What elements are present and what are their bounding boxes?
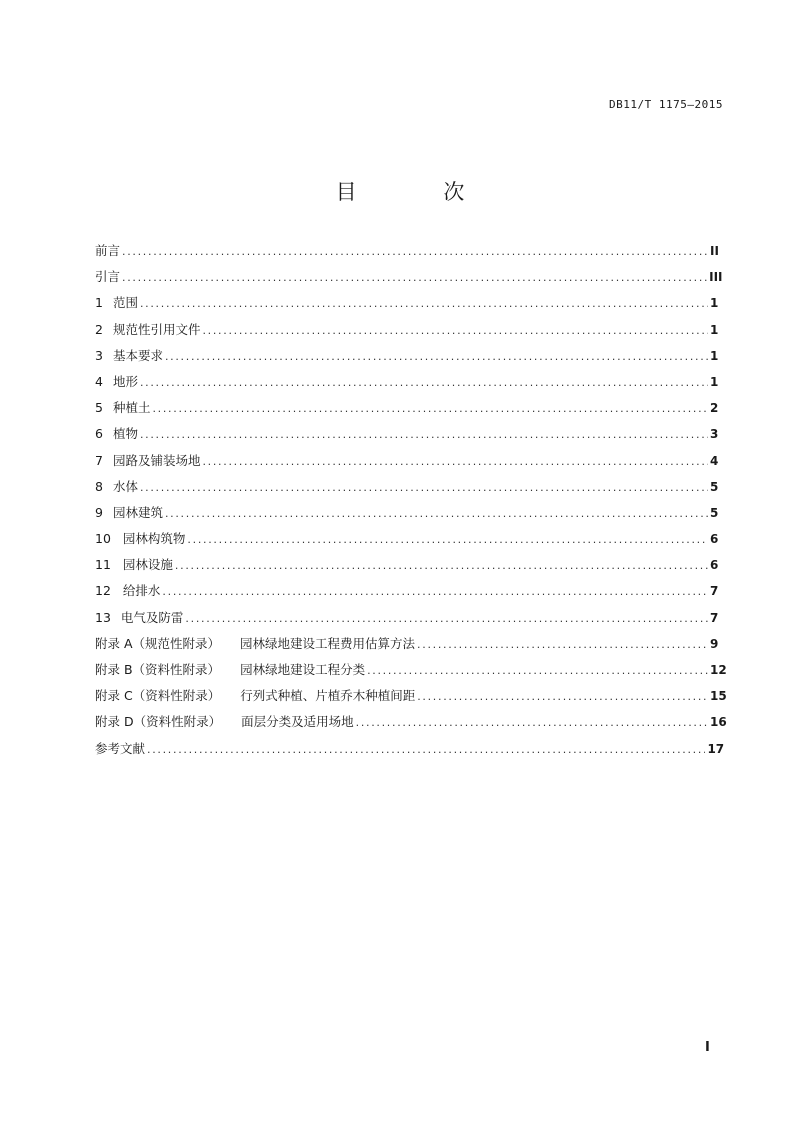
toc-entry-label: 种植土 bbox=[112, 400, 151, 416]
toc-entry-4[interactable] bbox=[95, 369, 718, 395]
toc-entry-label: 植物 bbox=[112, 426, 138, 442]
toc-entry-page: 5 bbox=[710, 479, 719, 494]
toc-entry-page: 2 bbox=[710, 401, 719, 416]
appendix-label: 园林绿地建设工程分类 bbox=[240, 662, 366, 677]
standard-code: DB11/T 1175—2015 bbox=[609, 98, 723, 111]
toc-entry-number: 4 bbox=[95, 373, 103, 389]
toc-entry-number: 6 bbox=[95, 426, 103, 442]
toc-entry-page: 17 bbox=[707, 741, 725, 756]
dot-leader bbox=[152, 396, 708, 422]
toc-entry-number: 3 bbox=[95, 347, 103, 363]
toc-entry-page: 3 bbox=[710, 427, 719, 442]
toc-entry-number: 5 bbox=[95, 400, 103, 416]
toc-entry-13[interactable] bbox=[95, 605, 718, 631]
toc-entry-8[interactable] bbox=[95, 474, 718, 500]
toc-entry-introduction[interactable] bbox=[95, 264, 723, 290]
dot-leader bbox=[175, 553, 708, 579]
toc-entry-page: 4 bbox=[710, 453, 719, 468]
toc-entry-label: 基本要求 bbox=[112, 347, 163, 363]
dot-leader bbox=[165, 501, 708, 527]
dot-leader bbox=[187, 527, 708, 553]
appendix-tag: 附录 C（资料性附录） bbox=[95, 688, 221, 704]
dot-leader bbox=[202, 449, 708, 475]
toc-entry-page: 9 bbox=[710, 636, 719, 651]
toc-entry-page: 16 bbox=[710, 715, 727, 730]
toc-entry-label: 园林构筑物 bbox=[122, 531, 186, 547]
dot-leader bbox=[356, 710, 708, 736]
toc-entry-label: 电气及防雷 bbox=[120, 609, 184, 625]
toc-entry-label: 参考文献 bbox=[95, 740, 146, 756]
toc-entry-label: 范围 bbox=[112, 295, 138, 311]
dot-leader bbox=[417, 632, 708, 658]
toc-entry-page: 5 bbox=[710, 505, 719, 520]
toc-entry-page: 7 bbox=[710, 610, 719, 625]
toc-entry-11[interactable] bbox=[95, 552, 718, 578]
toc-entry-page: III bbox=[709, 270, 723, 285]
toc-entry-5[interactable] bbox=[95, 395, 718, 421]
toc-appendix-d[interactable] bbox=[95, 709, 727, 735]
toc-entry-label: 园林设施 bbox=[122, 557, 173, 573]
appendix-tag: 附录 B（资料性附录） bbox=[95, 662, 221, 677]
appendix-label: 行列式种植、片植乔木种植间距 bbox=[240, 688, 416, 704]
dot-leader bbox=[140, 475, 708, 501]
toc-appendix-c[interactable] bbox=[95, 683, 727, 709]
toc-entry-page: 7 bbox=[710, 584, 719, 599]
toc-entry-label: 水体 bbox=[112, 478, 138, 494]
toc-entry-foreword[interactable] bbox=[95, 238, 718, 264]
toc-entry-number: 13 bbox=[95, 609, 111, 625]
toc-appendix-b[interactable] bbox=[95, 657, 727, 683]
appendix-tag: 附录 D（资料性附录） bbox=[95, 714, 222, 730]
dot-leader bbox=[202, 318, 708, 344]
toc-entry-label: 给排水 bbox=[122, 583, 161, 599]
dot-leader bbox=[140, 291, 708, 317]
appendix-tag: 附录 A（规范性附录） bbox=[95, 635, 221, 651]
page-title: 目 次 bbox=[335, 180, 505, 204]
toc-entry-page: 1 bbox=[710, 296, 719, 311]
toc-entry-10[interactable] bbox=[95, 526, 718, 552]
toc-entry-page: 1 bbox=[710, 374, 719, 389]
toc-entry-number: 2 bbox=[95, 321, 103, 337]
dot-leader bbox=[140, 422, 708, 448]
toc-entry-label: 园林建筑 bbox=[112, 504, 163, 520]
toc-entry-page: 1 bbox=[710, 348, 719, 363]
appendix-label: 园林绿地建设工程费用估算方法 bbox=[240, 635, 416, 651]
dot-leader bbox=[122, 265, 707, 291]
toc-entry-page: 6 bbox=[710, 532, 719, 547]
toc-entry-number: 1 bbox=[95, 295, 103, 311]
toc-entry-number: 9 bbox=[95, 504, 103, 520]
toc-entry-page: 15 bbox=[710, 689, 727, 704]
toc-entry-label: 地形 bbox=[112, 373, 138, 389]
toc-entry-page: 1 bbox=[710, 322, 719, 337]
toc-entry-2[interactable] bbox=[95, 317, 718, 343]
dot-leader bbox=[165, 344, 708, 370]
toc-entry-number: 7 bbox=[95, 452, 103, 468]
dot-leader bbox=[185, 606, 708, 632]
dot-leader bbox=[147, 737, 705, 763]
page-number: I bbox=[705, 1040, 710, 1055]
toc-entry-1[interactable] bbox=[95, 290, 718, 316]
toc-entry-number: 12 bbox=[95, 583, 111, 599]
toc-entry-number: 10 bbox=[95, 531, 111, 547]
dot-leader bbox=[417, 684, 708, 710]
toc-appendix-a[interactable] bbox=[95, 631, 718, 657]
table-of-contents bbox=[95, 238, 727, 762]
toc-entry-12[interactable] bbox=[95, 578, 718, 604]
appendix-label: 面层分类及适用场地 bbox=[241, 714, 354, 730]
toc-entry-6[interactable] bbox=[95, 421, 718, 447]
toc-entry-number: 8 bbox=[95, 478, 103, 494]
toc-entry-page: 12 bbox=[710, 663, 727, 677]
toc-entry-9[interactable] bbox=[95, 500, 718, 526]
toc-entry-label: 规范性引用文件 bbox=[112, 321, 201, 337]
toc-entry-7[interactable] bbox=[95, 448, 718, 474]
dot-leader bbox=[162, 579, 708, 605]
toc-entry-page: II bbox=[710, 244, 719, 258]
toc-entry-label: 园路及铺装场地 bbox=[112, 452, 201, 468]
toc-entry-3[interactable] bbox=[95, 343, 718, 369]
toc-entry-page: 6 bbox=[710, 558, 719, 573]
toc-entry-label: 引言 bbox=[95, 269, 121, 285]
toc-entry-label: 前言 bbox=[95, 243, 121, 258]
dot-leader bbox=[367, 658, 708, 684]
dot-leader bbox=[122, 239, 708, 265]
toc-entry-references[interactable] bbox=[95, 736, 725, 762]
dot-leader bbox=[140, 370, 708, 396]
toc-entry-number: 11 bbox=[95, 557, 111, 573]
